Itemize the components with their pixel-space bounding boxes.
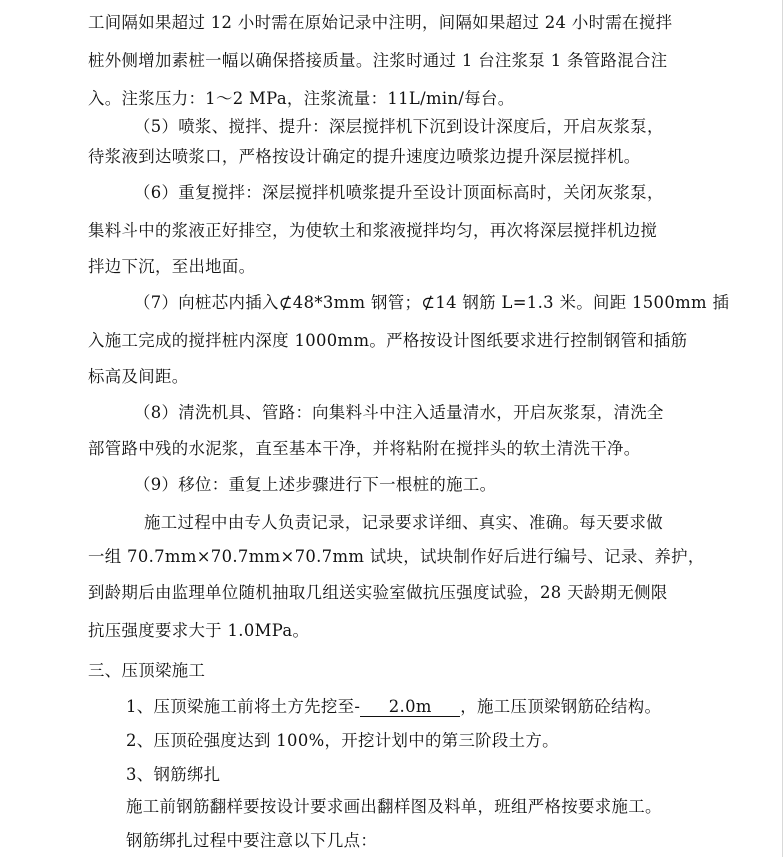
paragraph-line: 拌边下沉，至出地面。 [88, 257, 256, 276]
paragraph-line: 入。注浆压力：1～2 MPa，注浆流量：11L/min/每台。 [88, 89, 515, 108]
excavation-depth-value: 2.0m [360, 698, 460, 717]
step-9-line: （9）移位：重复上述步骤进行下一根桩的施工。 [134, 475, 497, 494]
step-5-line: （5）喷浆、搅拌、提升：深层搅拌机下沉到设计深度后，开启灰浆泵， [134, 117, 664, 136]
paragraph-line: 待浆液到达喷浆口，严格按设计确定的提升速度边喷浆边提升深层搅拌机。 [88, 147, 641, 166]
list-item-2: 2、压顶砼强度达到 100%，开挖计划中的第三阶段土方。 [126, 731, 559, 750]
paragraph-line: 集料斗中的浆液正好排空，为使软土和浆液搅拌均匀，再次将深层搅拌机边搅 [88, 221, 658, 240]
step-8-line: （8）清洗机具、管路：向集料斗中注入适量清水，开启灰浆泵，清洗全 [134, 403, 664, 422]
paragraph-line: 施工前钢筋翻样要按设计要求画出翻样图及料单，班组严格按要求施工。 [126, 797, 662, 816]
list-item-3: 3、钢筋绑扎 [126, 765, 221, 784]
list-item-1 [126, 696, 661, 718]
list-item-1-text: 1、压顶梁施工前将土方先挖至- [126, 697, 361, 716]
paragraph-line: 桩外侧增加素桩一幅以确保搭接质量。注浆时通过 1 台注浆泵 1 条管路混合注 [88, 51, 668, 70]
paragraph-line: 工间隔如果超过 12 小时需在原始记录中注明，间隔如果超过 24 小时需在搅拌 [88, 13, 673, 32]
step-7-line: （7）向桩芯内插入⊄48*3mm 钢管；⊄14 钢筋 L=1.3 米。间距 1500mm 插 [134, 293, 730, 312]
section-heading: 三、压顶梁施工 [88, 661, 206, 680]
paragraph-line: 部管路中残的水泥浆，直至基本干净，并将粘附在搅拌头的软土清洗干净。 [88, 439, 641, 458]
list-item-1-tail: ，施工压顶梁钢筋砼结构。 [460, 697, 662, 716]
paragraph-line: 一组 70.7mm×70.7mm×70.7mm 试块，试块制作好后进行编号、记录、养护， [88, 547, 705, 566]
paragraph-line: 到龄期后由监理单位随机抽取几组送实验室做抗压强度试验，28 天龄期无侧限 [88, 583, 668, 602]
paragraph-line: 入施工完成的搅拌桩内深度 1000mm。严格按设计图纸要求进行控制钢管和插筋 [88, 331, 688, 350]
paragraph-line: 施工过程中由专人负责记录，记录要求详细、真实、准确。每天要求做 [144, 513, 663, 532]
paragraph-line: 钢筋绑扎过程中要注意以下几点： [126, 831, 378, 850]
paragraph-line: 标高及间距。 [88, 367, 189, 386]
step-6-line: （6）重复搅拌：深层搅拌机喷浆提升至设计顶面标高时，关闭灰浆泵， [134, 183, 664, 202]
paragraph-line: 抗压强度要求大于 1.0MPa。 [88, 621, 310, 640]
